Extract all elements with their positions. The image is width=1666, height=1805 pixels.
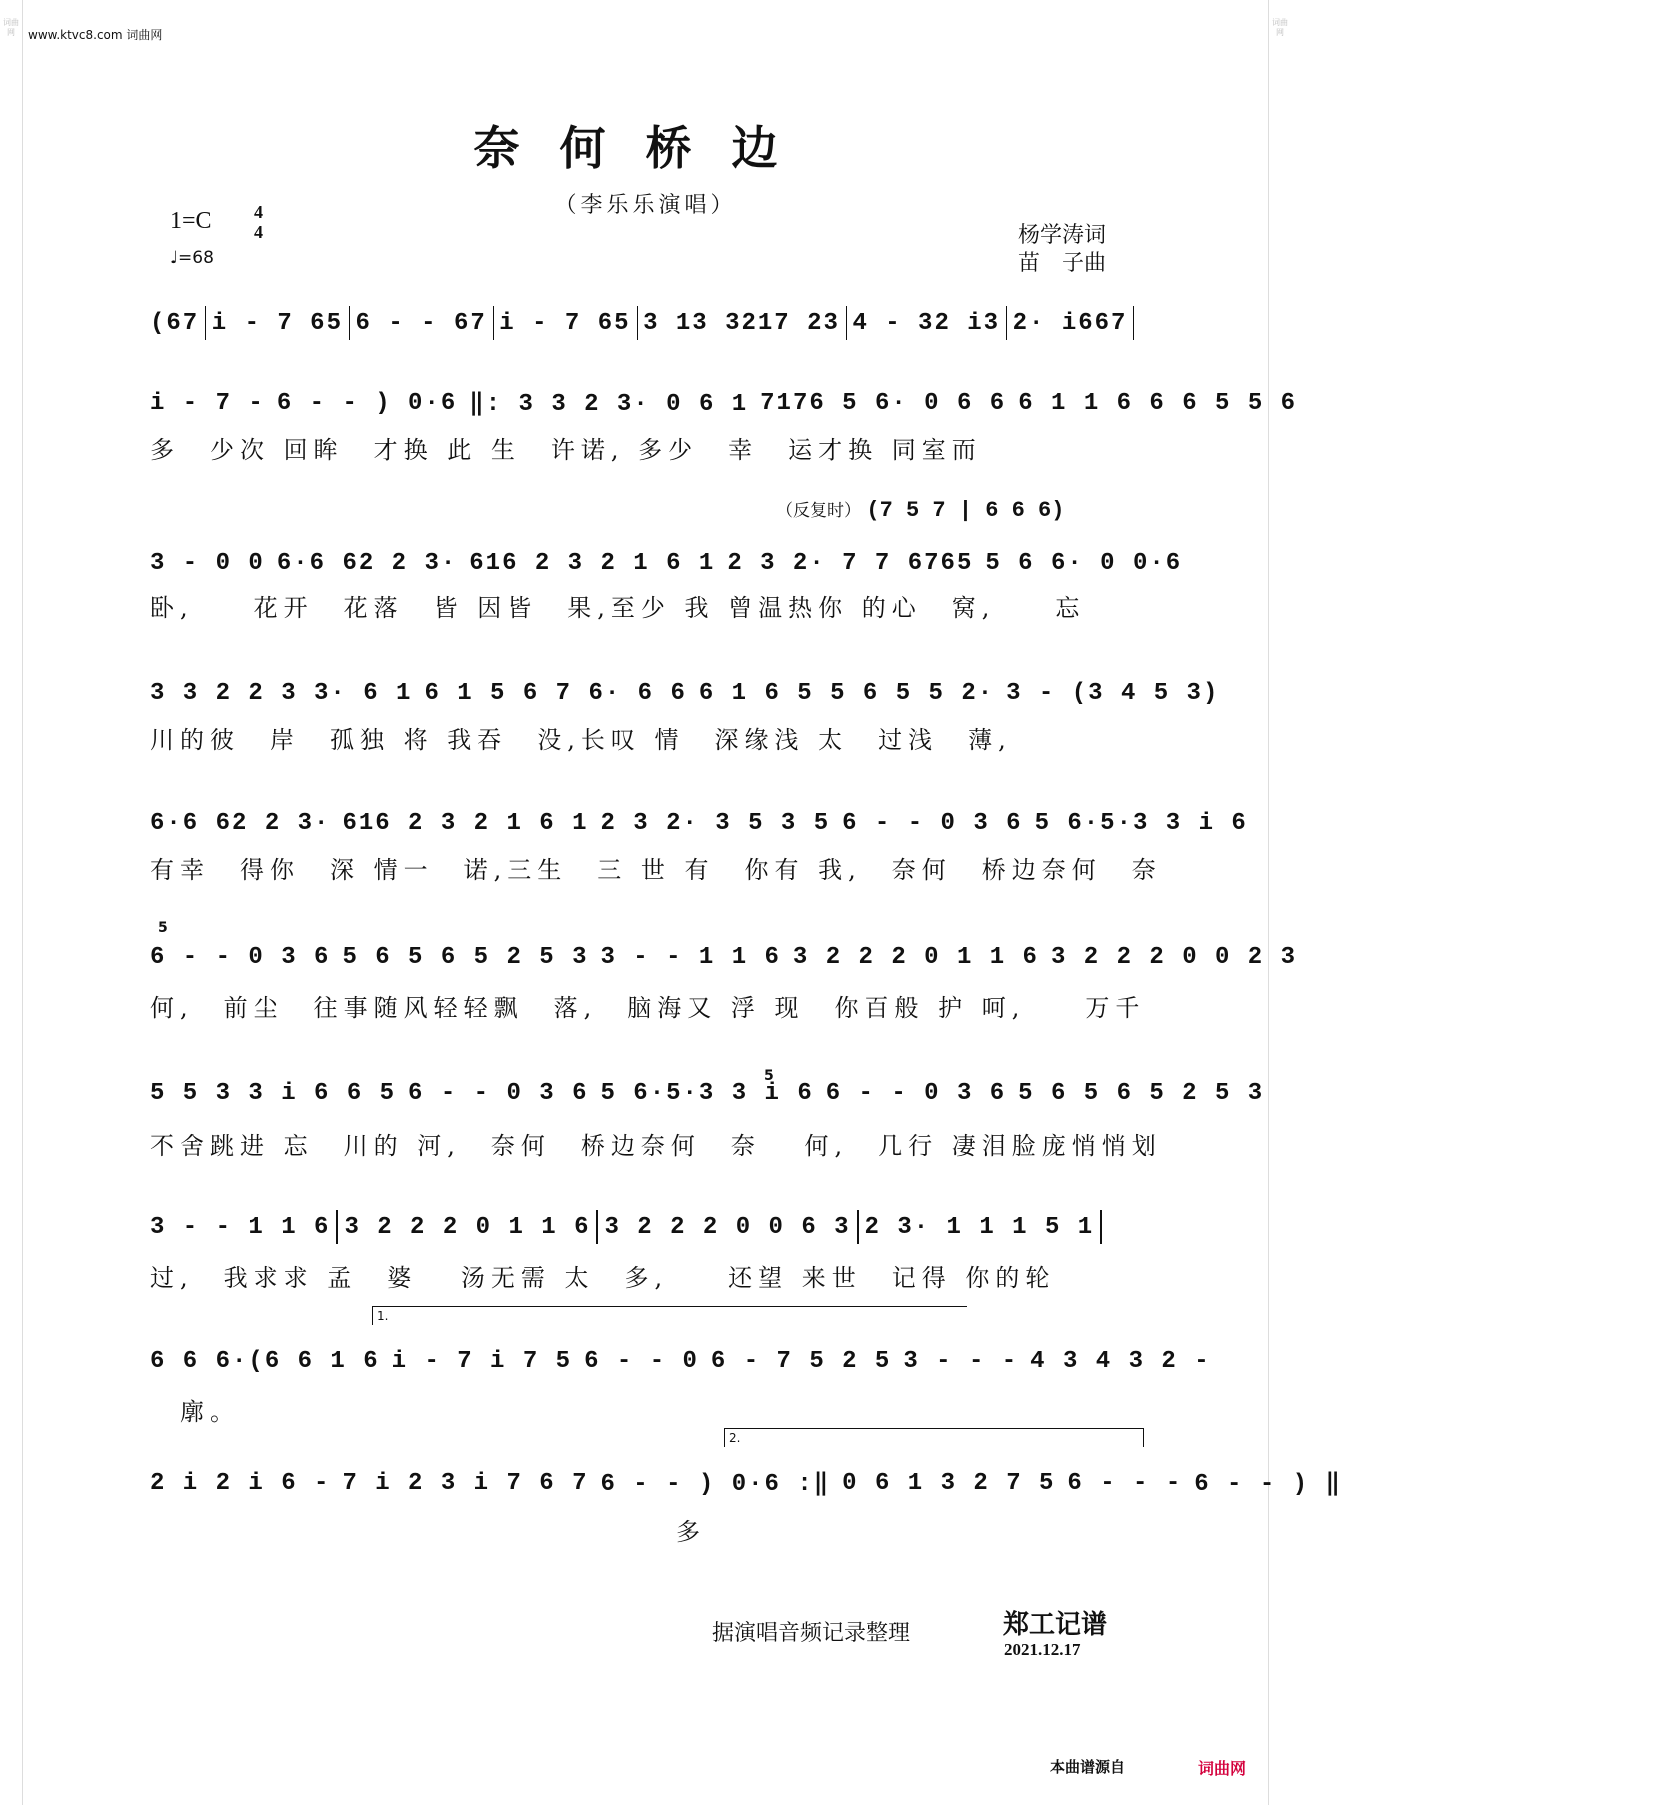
notation-row: [150, 1344, 1211, 1378]
measure: 3 - (3 4 5 3): [1006, 679, 1220, 707]
transcription-source: 据演唱音频记录整理: [712, 1621, 911, 1646]
time-top: 4: [254, 202, 263, 222]
measure: 6 - - -: [1067, 1469, 1183, 1497]
measure: 3 - - 1 1 6: [150, 1213, 331, 1241]
lyric-line: 不舍跳进 忘 川的 河, 奈何 桥边奈何 奈 何, 几行 凄泪脸庞悄悄划: [150, 1132, 1162, 1160]
measure: 6 - - 0 3 6: [842, 809, 1023, 837]
repeat-label: （反复时）: [776, 501, 861, 521]
measure: 6 - - ) 0·6: [276, 389, 458, 417]
barline: [493, 306, 494, 340]
measure: 616 2 3 2 1 6 1: [469, 549, 716, 577]
notation-row: [150, 806, 1248, 840]
measure: i - 7 -: [150, 389, 265, 417]
measure: 4 - 32 i3: [852, 309, 1001, 337]
singer-credit: （李乐乐演唱）: [554, 193, 737, 218]
left-watermark-strip: [0, 0, 23, 1805]
measure: ‖: 3 3 2 3· 0 6 1: [469, 391, 749, 418]
barline: [596, 1210, 598, 1244]
measure: 6 1 6 5 5 6 5 5 2·: [698, 679, 995, 707]
barline: [637, 306, 638, 340]
barline: [336, 1210, 338, 1244]
notation-row: [150, 386, 1298, 420]
measure: 4 3 4 3 2 -: [1030, 1347, 1211, 1375]
measure: 6 6 6·(6 6 1 6: [150, 1347, 380, 1375]
key-signature: 1=C: [170, 208, 212, 234]
repeat-notes: (7 5 7 | 6 6 6): [866, 498, 1065, 523]
measure: 6 - 7 5 2 5: [710, 1347, 892, 1375]
measure: 3 - - 1 1 6: [600, 943, 781, 971]
barline: [1006, 306, 1007, 340]
notation-row: [150, 1076, 1265, 1110]
measure: 3 2 2 2 0 1 1 6: [792, 943, 1039, 971]
lyric-line: 川的彼 岸 孤独 将 我吞 没,长叹 情 深缘浅 太 过浅 薄,: [150, 726, 1012, 754]
volta-second-ending: 2.: [724, 1428, 1144, 1447]
measure: 5 6·5·3 3 i 6: [600, 1079, 814, 1107]
measure: 7 i 2 3 i 7 6 7: [342, 1469, 589, 1497]
volta-first-ending: 1.: [372, 1306, 967, 1325]
barline: [205, 306, 206, 340]
notation-row: [150, 1466, 1342, 1500]
barline: [1133, 306, 1134, 340]
lyric-line: 廓。: [150, 1398, 240, 1426]
lyric-line: 多 少次 回眸 才换 此 生 许诺, 多少 幸 运才换 同室而: [150, 436, 982, 464]
measure: 2 3· 1 1 1 5 1: [864, 1213, 1095, 1241]
measure: 6·6 62 2 3·: [276, 549, 458, 577]
barline: [1100, 1210, 1102, 1244]
lyric-line: 多: [676, 1518, 706, 1546]
measure: 6 - - 67: [355, 309, 487, 337]
notation-row: [150, 940, 1298, 974]
measure: 2 3 2· 7 7 6765: [727, 549, 974, 577]
measure: 3 - - -: [903, 1347, 1019, 1375]
measure: 3 2 2 2 0 0 6 3: [604, 1213, 851, 1241]
barline: [349, 306, 350, 340]
measure: i - 7 i 7 5: [391, 1347, 573, 1375]
measure: 6 - - ) ‖: [1194, 1471, 1342, 1498]
notation-row: [150, 306, 1140, 340]
measure: 6 1 1 6 6 6 5 5 6: [1018, 389, 1298, 417]
song-title: 奈何桥边: [473, 121, 818, 175]
measure: 3 13 3217 23: [643, 309, 840, 337]
site-url: www.ktvc8.com 词曲网: [28, 28, 163, 42]
measure: 2 i 2 i 6 -: [150, 1469, 331, 1497]
measure: 616 2 3 2 1 6 1: [342, 809, 589, 837]
barline: [857, 1210, 859, 1244]
notation-row: [150, 676, 1220, 710]
repeat-annotation: [776, 496, 1064, 523]
origin-brand-link[interactable]: 词曲网: [1198, 1759, 1247, 1778]
measure: 6·6 62 2 3·: [150, 809, 331, 837]
lyric-line: 过, 我求求 孟 婆 汤无需 太 多, 还望 来世 记得 你的轮: [150, 1264, 1056, 1292]
grace-note-mark: 5: [158, 920, 168, 936]
measure: 6 - - ) 0·6 :‖: [600, 1471, 831, 1498]
measure: i - 7 65: [499, 309, 631, 337]
measure: 6 1 5 6 7 6· 6 6: [424, 679, 687, 707]
measure: 3 2 2 2 0 0 2 3: [1050, 943, 1298, 971]
watermark-text: 词曲网: [1272, 18, 1288, 37]
watermark-text: 词曲网: [3, 18, 19, 37]
measure: 6 - - 0 3 6: [825, 1079, 1007, 1107]
time-signature: [254, 202, 263, 242]
tempo-mark: ♩=68: [170, 248, 214, 268]
composer-credit: 苗 子曲: [1018, 251, 1107, 276]
grace-note-mark: 5: [764, 1068, 774, 1084]
measure: 5 6·5·3 3 i 6: [1034, 809, 1248, 837]
measure: 2 3 2· 3 5 3 5: [600, 809, 831, 837]
measure: 2· i667: [1012, 309, 1128, 337]
measure: 5 5 3 3 i 6 6 5: [150, 1079, 397, 1107]
measure: 6 - - 0 3 6: [408, 1079, 589, 1107]
measure: 5 6 5 6 5 2 5 3: [342, 943, 589, 971]
origin-label: 本曲谱源自: [1050, 1758, 1126, 1776]
transcription-date: 2021.12.17: [1004, 1640, 1081, 1659]
lyricist-credit: 杨学涛词: [1018, 223, 1107, 248]
notation-row: [150, 1210, 1140, 1244]
measure: 3 - 0 0: [150, 549, 265, 577]
lyric-line: 有幸 得你 深 情一 诺,三生 三 世 有 你有 我, 奈何 桥边奈何 奈: [150, 856, 1162, 884]
measure: 5 6 6· 0 0·6: [985, 549, 1183, 577]
measure: 3 3 2 2 3 3· 6 1: [150, 679, 413, 707]
measure: 6 - - 0: [584, 1347, 699, 1375]
measure: i - 7 65: [211, 309, 343, 337]
measure: (67: [150, 309, 200, 337]
lyric-line: 卧, 花开 花落 皆 因皆 果,至少 我 曾温热你 的心 窝, 忘: [150, 594, 1086, 622]
lyric-line: 何, 前尘 往事随风轻轻飘 落, 脑海又 浮 现 你百般 护 呵, 万千: [150, 994, 1146, 1022]
time-bottom: 4: [254, 222, 263, 242]
measure: 5 6 5 6 5 2 5 3: [1018, 1079, 1265, 1107]
measure: 7176 5 6· 0 6 6: [760, 389, 1007, 417]
notation-row: [150, 546, 1183, 580]
measure: 6 - - 0 3 6: [150, 943, 331, 971]
credits: [1018, 222, 1106, 278]
measure: 0 6 1 3 2 7 5: [842, 1469, 1056, 1497]
barline: [846, 306, 847, 340]
measure: 3 2 2 2 0 1 1 6: [344, 1213, 591, 1241]
scribe-name: 郑工记谱: [1003, 1610, 1108, 1640]
